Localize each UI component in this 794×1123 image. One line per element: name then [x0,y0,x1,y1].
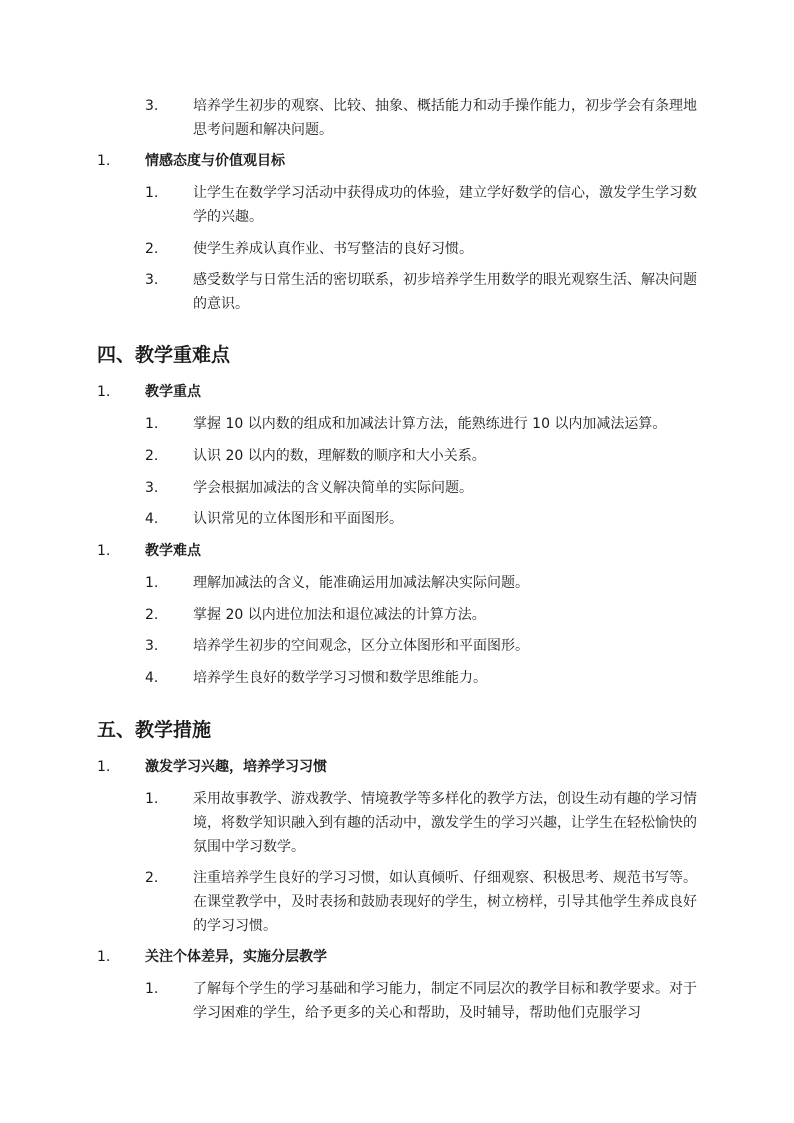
list-text: 让学生在数学学习活动中获得成功的体验，建立学好数学的信心，激发学生学习数学的兴趣。 [193,185,697,225]
list-number: 1. [145,416,159,432]
list-number: 3. [145,638,159,654]
list-number: 2. [145,448,159,464]
subheading-text: 激发学习兴趣，培养学习习惯 [145,759,327,775]
list-number: 1. [145,791,159,807]
list-number: 4. [145,670,159,686]
list-text: 认识 20 以内的数，理解数的顺序和大小关系。 [193,448,486,464]
list-number: 2. [145,241,159,257]
list-number: 1. [97,543,111,559]
list-number: 2. [145,870,159,886]
list-text: 掌握 20 以内进位加法和退位减法的计算方法。 [193,607,486,623]
subheading-text: 情感态度与价值观目标 [145,153,285,169]
list-number: 1. [97,759,111,775]
list-text: 注重培养学生良好的学习习惯，如认真倾听、仔细观察、积极思考、规范书写等。在课堂教学中，及时表扬和鼓励表现好的学生，树立榜样，引导其他学生养成良好的学习习惯。 [193,870,697,934]
list-text: 培养学生良好的数学学习习惯和数学思维能力。 [193,670,487,686]
list-number: 1. [97,384,111,400]
list-text: 采用故事教学、游戏教学、情境教学等多样化的教学方法，创设生动有趣的学习情境，将数学知识融入到有趣的活动中，激发学生的学习兴趣，让学生在轻松愉快的氛围中学习数学。 [193,791,697,855]
subheading-text: 教学难点 [145,543,201,559]
list-number: 4. [145,511,159,527]
subheading-text: 关注个体差异，实施分层教学 [145,949,327,965]
list-text: 培养学生初步的空间观念，区分立体图形和平面图形。 [193,638,529,654]
list-number: 1. [145,981,159,997]
list-number: 3. [145,480,159,496]
list-number: 2. [145,607,159,623]
list-number: 3. [145,98,159,114]
section-title-four: 四、教学重难点 [97,344,231,366]
list-number: 1. [97,949,111,965]
list-number: 3. [145,272,159,288]
list-number: 1. [145,185,159,201]
list-text: 学会根据加减法的含义解决简单的实际问题。 [193,480,473,496]
list-number: 1. [145,575,159,591]
section-title-five: 五、教学措施 [97,719,212,741]
subheading-text: 教学重点 [145,384,201,400]
list-text: 掌握 10 以内数的组成和加减法计算方法，能熟练进行 10 以内加减法运算。 [193,416,667,432]
list-text: 认识常见的立体图形和平面图形。 [193,511,403,527]
list-text: 感受数学与日常生活的密切联系，初步培养学生用数学的眼光观察生活、解决问题的意识。 [193,272,697,312]
list-text: 培养学生初步的观察、比较、抽象、概括能力和动手操作能力，初步学会有条理地思考问题和解决问题。 [193,98,697,138]
list-text: 使学生养成认真作业、书写整洁的良好习惯。 [193,241,473,257]
list-text: 了解每个学生的学习基础和学习能力，制定不同层次的教学目标和教学要求。对于学习困难的学生，给予更多的关心和帮助，及时辅导，帮助他们克服学习 [193,981,697,1021]
list-number: 1. [97,153,111,169]
list-text: 理解加减法的含义，能准确运用加减法解决实际问题。 [193,575,529,591]
